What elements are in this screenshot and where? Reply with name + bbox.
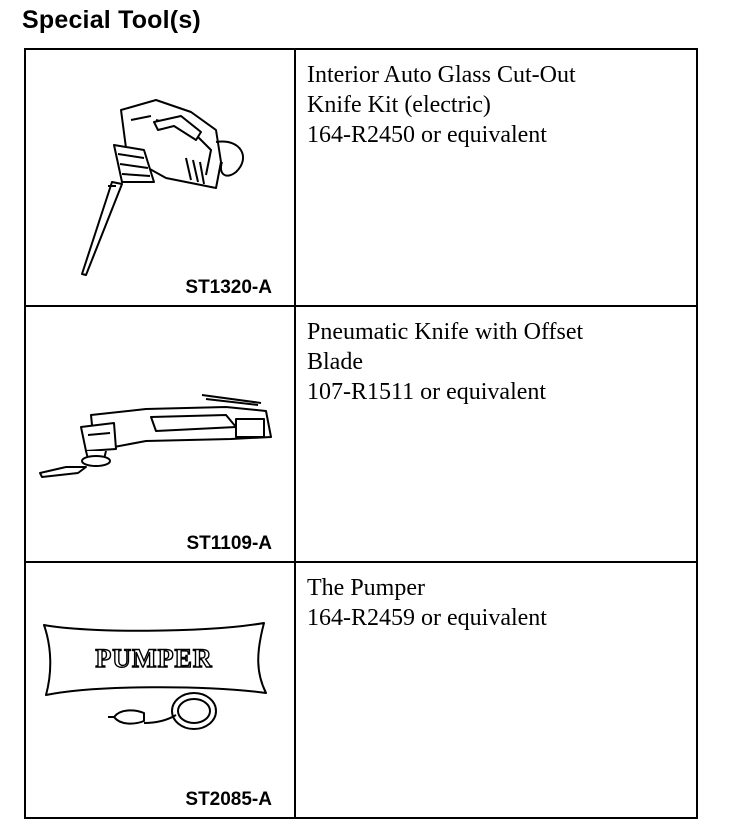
tool-image-cell <box>25 562 295 818</box>
tool-name-line: Blade <box>307 349 363 375</box>
table-row <box>25 49 697 306</box>
tool-name-line: Knife Kit (electric) <box>307 92 491 118</box>
tool-code: ST1109-A <box>186 533 272 554</box>
pneumatic-knife-icon <box>26 307 294 563</box>
tool-part-number: 164-R2450 or equivalent <box>307 122 547 148</box>
special-tools-table <box>24 48 698 819</box>
tool-code: ST1320-A <box>185 277 272 298</box>
electric-cutout-knife-icon <box>26 50 294 307</box>
tool-image-cell <box>25 306 295 562</box>
tool-description-cell <box>295 562 697 818</box>
pumper-label: PUMPER <box>95 644 213 673</box>
tool-description-cell <box>295 306 697 562</box>
tool-part-number: 164-R2459 or equivalent <box>307 605 547 631</box>
pumper-bag-icon <box>26 563 294 819</box>
page-title: Special Tool(s) <box>22 6 201 34</box>
table-row <box>25 306 697 562</box>
tool-image-cell <box>25 49 295 306</box>
table-row <box>25 562 697 818</box>
tool-code: ST2085-A <box>185 789 272 810</box>
tool-name-line: Pneumatic Knife with Offset <box>307 319 584 345</box>
tool-description-cell <box>295 49 697 306</box>
tool-name-line: The Pumper <box>307 575 425 601</box>
tool-name-line: Interior Auto Glass Cut-Out <box>307 62 576 88</box>
tool-part-number: 107-R1511 or equivalent <box>307 379 547 405</box>
